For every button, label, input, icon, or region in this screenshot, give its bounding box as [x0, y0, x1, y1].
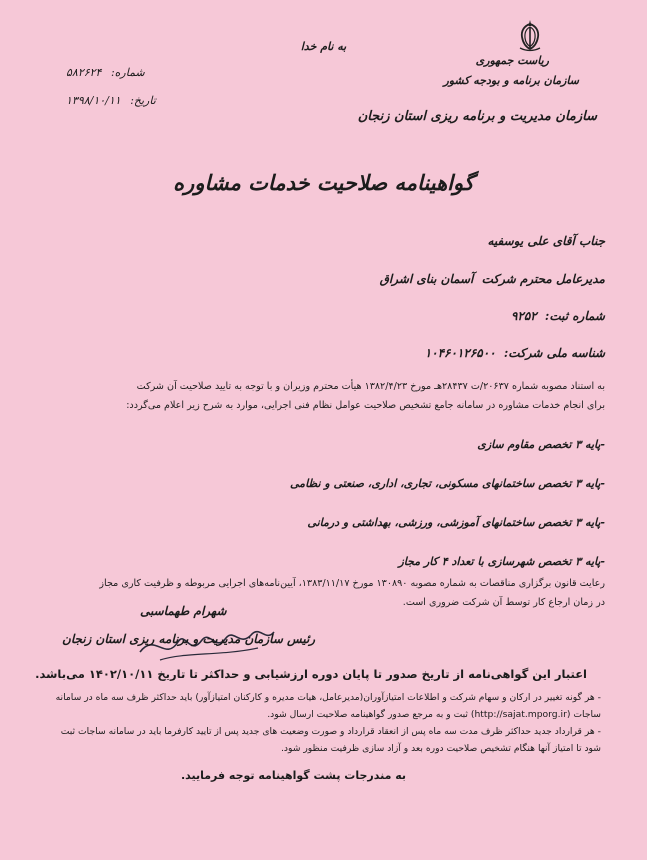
regulation-line: رعایت قانون برگزاری مناقصات به شماره مصوبه ۱۳۰۸۹۰ مورخ ۱۳۸۳/۱۱/۱۷، آیین‌نامه‌های اجرایی مربوطه و ظرفیت کاری مجاز	[99, 578, 605, 589]
bismillah: به نام خدا	[300, 40, 347, 53]
company-value: آسمان بنای اشراق	[379, 272, 474, 286]
registration-value: ۹۲۵۲	[510, 309, 537, 323]
national-id-value: ۱۰۴۶۰۱۲۶۵۰۰	[424, 346, 496, 360]
org-line-budget: سازمان برنامه و بودجه کشور	[443, 74, 579, 87]
company-label: مدیرعامل محترم شرکت	[481, 272, 605, 286]
org-line-presidency: ریاست جمهوری	[475, 54, 549, 67]
org-line-province: سازمان مدیریت و برنامه ریزی استان زنجان	[357, 109, 597, 124]
validity-statement: اعتبار این گواهی‌نامه از تاریخ صدور تا پایان دوره ارزشیابی و حداکثر تا تاریخ ۱۴۰۲/۱۰/۱۱ می‌باشد.	[35, 667, 587, 681]
national-id-label: شناسه ملی شرکت:	[503, 346, 605, 360]
company	[380, 272, 605, 286]
closing-note: به مندرجات پشت گواهینامه توجه فرمایید.	[180, 769, 407, 782]
note-line: - هر گونه تغییر در ارکان و سهام شرکت و اطلاعات امتیازآوران(مدیرعامل، هیات مدیره و کارکنان امتیازآور) باید حداکثر ظرف سه ماه در سامانه	[55, 692, 601, 703]
number-value: ۵۸۲۶۲۴	[66, 66, 102, 79]
letter-number	[66, 66, 145, 79]
registration-label: شماره ثبت:	[544, 309, 605, 323]
date-label: تاریخ:	[130, 94, 156, 107]
regulation-paragraph	[30, 574, 605, 612]
notes	[24, 689, 601, 757]
intro-line: برای انجام خدمات مشاوره در سامانه جامع تشخیص صلاحیت عوامل نظام فنی اجرایی، موارد به شرح زیر اعلام می‌گردد:	[126, 400, 605, 411]
letter-date	[66, 94, 156, 107]
intro-paragraph	[30, 377, 605, 415]
grade-item: -پایه ۳ تخصص مقاوم سازی	[477, 438, 605, 451]
date-value: ۱۳۹۸/۱۰/۱۱	[66, 94, 121, 107]
note-line: - هر قرارداد جدید حداکثر ظرف مدت سه ماه پس از انعقاد قرارداد و صورت وضعیت های جدید پس از تایید کارفرما باید در سامانه ساجات ثبت	[60, 726, 601, 737]
signatory-name: شهرام طهماسبی	[140, 604, 227, 618]
grade-list	[40, 425, 605, 581]
note-line: شود تا امتیاز آنها هنگام تشخیص صلاحیت دوره بعد و آزاد سازی ظرفیت منظور شود.	[280, 743, 601, 754]
intro-line: به استناد مصوبه شماره ۲۰۶۳۷/ت ۲۸۴۳۷هـ مورخ ۱۳۸۲/۴/۲۳ هیأت محترم وزیران و با توجه به تایید صلاحیت آن شرکت	[136, 381, 605, 392]
registration	[511, 309, 605, 323]
number-label: شماره:	[110, 66, 145, 79]
national-id	[425, 346, 605, 360]
signatory-title: رئیس سازمان مدیریت و برنامه ریزی استان زنجان	[62, 632, 316, 646]
note-line: ساجات (http://sajat.mporg.ir) ثبت و به مرجع صدور گواهینامه صلاحیت ارسال شود.	[267, 709, 601, 720]
page-title: گواهینامه صلاحیت خدمات مشاوره	[173, 170, 474, 195]
recipient: جناب آقای علی یوسفیه	[487, 234, 605, 248]
grade-item: -پایه ۳ تخصص ساختمانهای آموزشی، ورزشی، بهداشتی و درمانی	[307, 516, 605, 529]
grade-item: -پایه ۳ تخصص ساختمانهای مسکونی، تجاری، اداری، صنعتی و نظامی	[290, 477, 605, 490]
regulation-line: در زمان ارجاع کار توسط آن شرکت ضروری است.	[402, 597, 605, 608]
grade-item: -پایه ۳ تخصص شهرسازی با تعداد ۴ کار مجاز	[398, 555, 605, 568]
